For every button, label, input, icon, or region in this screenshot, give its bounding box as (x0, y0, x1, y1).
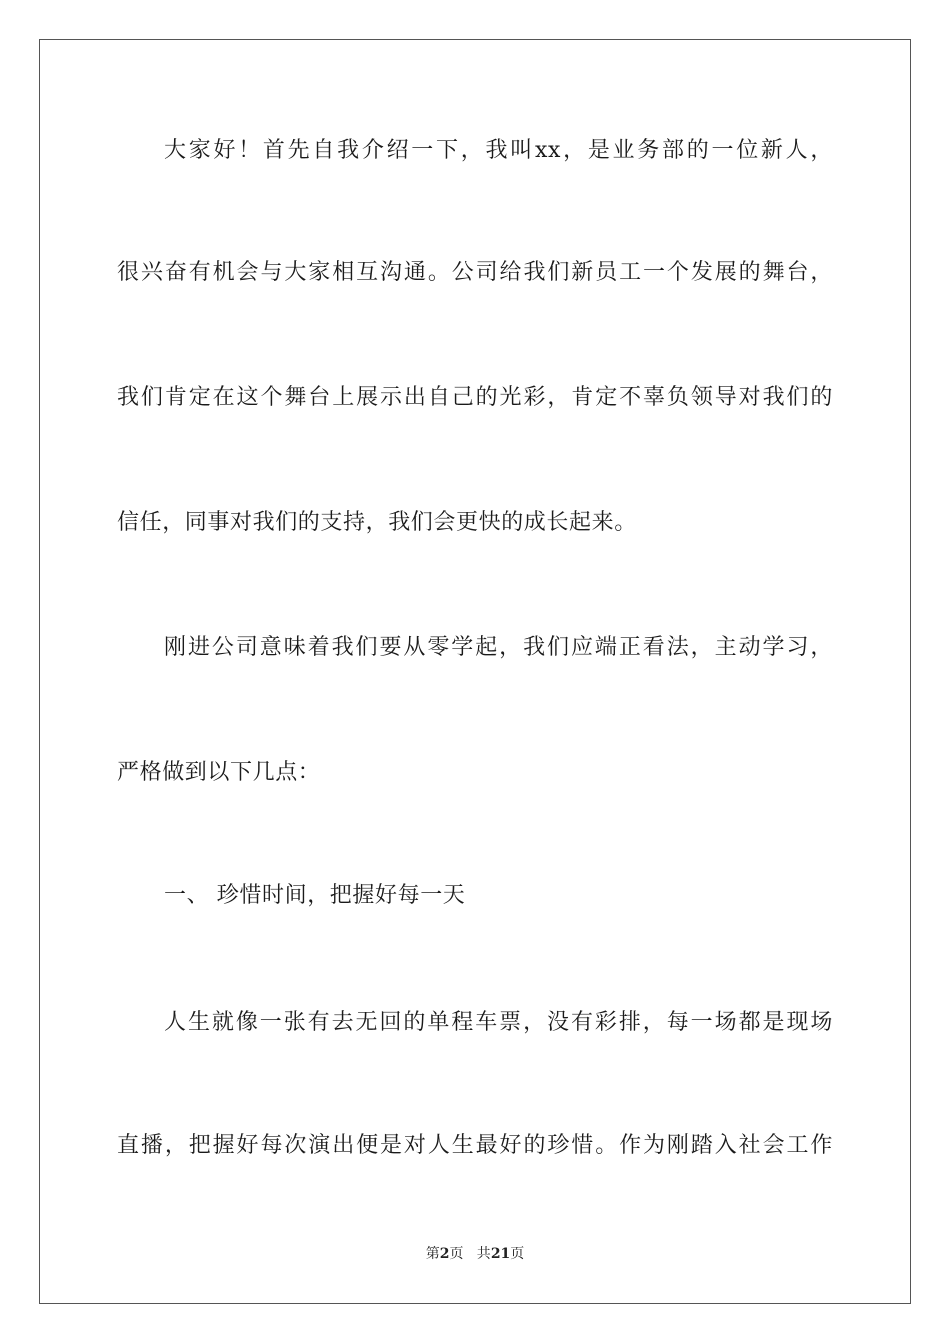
footer-total-pages: 21 (490, 1246, 511, 1262)
footer-suffix: 页 (510, 1246, 525, 1262)
paragraph-line-9: 直播，把握好每次演出便是对人生最好的珍惜。作为刚踏入社会工作 (117, 1133, 833, 1158)
footer-mid: 页 共 (449, 1246, 491, 1262)
paragraph-line-4: 信任，同事对我们的支持，我们会更快的成长起来。 (117, 510, 637, 535)
footer-page-number: 2 (439, 1246, 450, 1262)
paragraph-line-5: 刚进公司意味着我们要从零学起，我们应端正看法，主动学习， (164, 635, 833, 660)
page-frame (39, 39, 911, 1304)
section-heading: 一、 珍惜时间，把握好每一天 (164, 883, 466, 908)
paragraph-line-6: 严格做到以下几点： (117, 760, 321, 785)
paragraph-line-2: 很兴奋有机会与大家相互沟通。公司给我们新员工一个发展的舞台， (117, 260, 833, 285)
page-footer (0, 1245, 950, 1263)
paragraph-line-1: 大家好！首先自我介绍一下，我叫xx，是业务部的一位新人， (164, 138, 833, 163)
footer-prefix: 第 (425, 1246, 440, 1262)
paragraph-line-8: 人生就像一张有去无回的单程车票，没有彩排，每一场都是现场 (164, 1010, 833, 1035)
paragraph-line-3: 我们肯定在这个舞台上展示出自己的光彩，肯定不辜负领导对我们的 (117, 385, 833, 410)
